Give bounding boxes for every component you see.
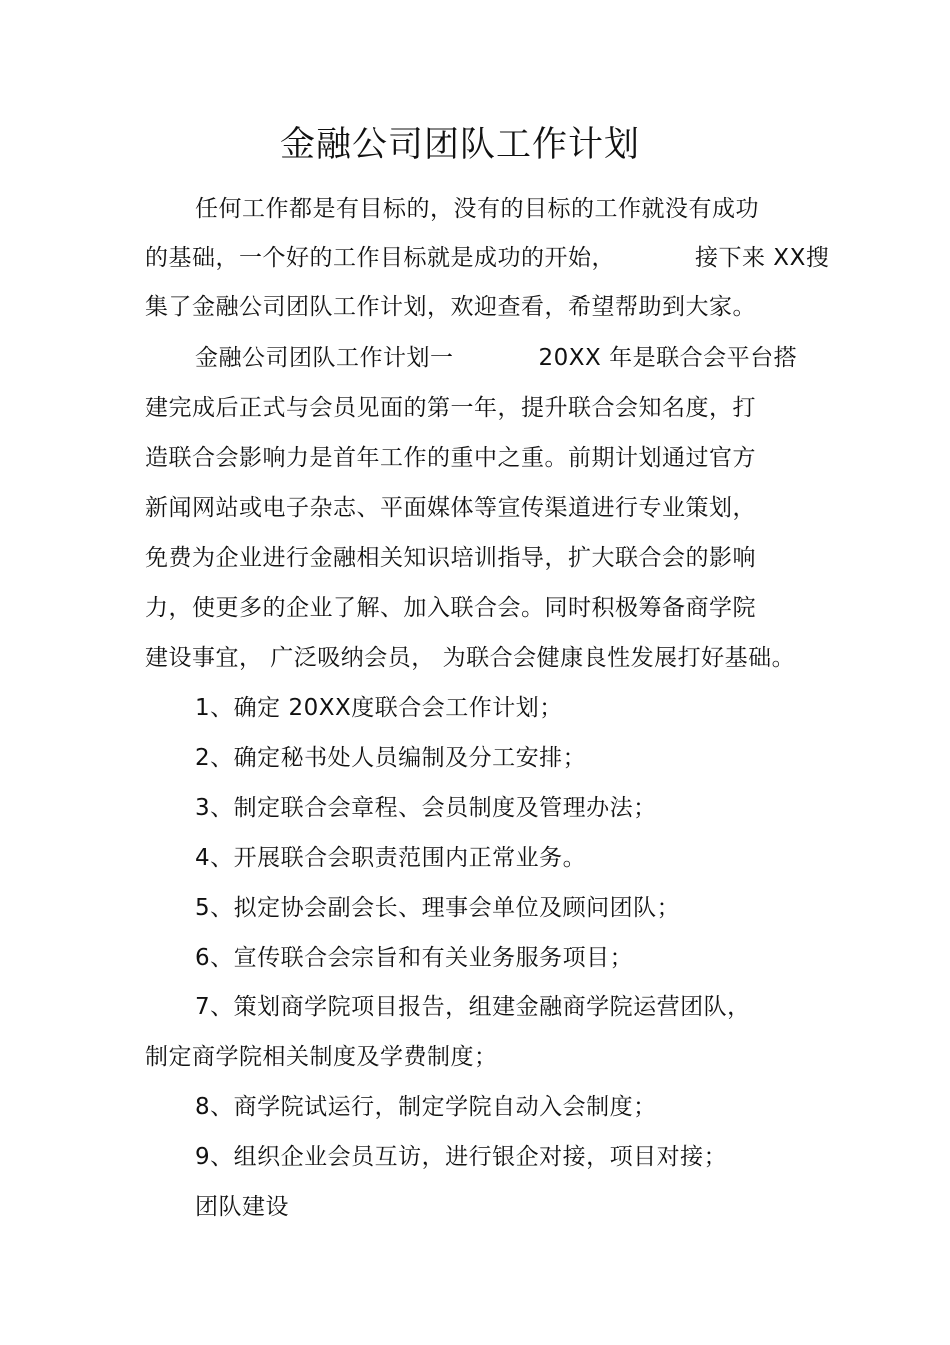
document-title: 金融公司团队工作计划 [279, 125, 640, 165]
section1-line-5: 免费为企业进行金融相关知识培训指导，扩大联合会的影响 [145, 545, 756, 571]
list-item-continuation: 制定商学院相关制度及学费制度； [145, 1044, 498, 1070]
list-item: 8、商学院试运行，制定学院自动入会制度； [195, 1094, 657, 1120]
section-subheading: 团队建设 [195, 1194, 289, 1220]
intro-line-3: 集了金融公司团队工作计划，欢迎查看，希望帮助到大家。 [145, 294, 756, 320]
list-item: 6、宣传联合会宗旨和有关业务服务项目； [195, 945, 634, 971]
intro-line-2-part-1: 的基础，一个好的工作目标就是成功的开始， [145, 245, 615, 271]
list-item: 7、策划商学院项目报告，组建金融商学院运营团队， [195, 994, 751, 1020]
list-item: 1、确定 20XX度联合会工作计划； [195, 695, 563, 721]
list-item: 2、确定秘书处人员编制及分工安排； [195, 745, 587, 771]
section1-line-1 [195, 341, 797, 375]
section1-line-4: 新闻网站或电子杂志、平面媒体等宣传渠道进行专业策划， [145, 495, 756, 521]
intro-line-2 [145, 241, 829, 275]
section1-line-7: 建设事宜， 广泛吸纳会员， 为联合会健康良性发展打好基础。 [145, 645, 796, 671]
section1-line-3: 造联合会影响力是首年工作的重中之重。前期计划通过官方 [145, 445, 756, 471]
list-item: 3、制定联合会章程、会员制度及管理办法； [195, 795, 657, 821]
section1-heading: 金融公司团队工作计划一 [195, 345, 454, 371]
intro-line-1: 任何工作都是有目标的，没有的目标的工作就没有成功 [195, 196, 759, 222]
section1-line-1-text: 20XX 年是联合会平台搭 [538, 345, 798, 371]
list-item: 9、组织企业会员互访，进行银企对接，项目对接； [195, 1144, 728, 1170]
intro-line-2-part-2: 接下来 XX搜 [695, 245, 830, 271]
list-item: 4、开展联合会职责范围内正常业务。 [195, 845, 587, 871]
list-item: 5、拟定协会副会长、理事会单位及顾问团队； [195, 895, 681, 921]
section1-line-6: 力，使更多的企业了解、加入联合会。同时积极筹备商学院 [145, 595, 756, 621]
section1-line-2: 建完成后正式与会员见面的第一年，提升联合会知名度，打 [145, 395, 756, 421]
